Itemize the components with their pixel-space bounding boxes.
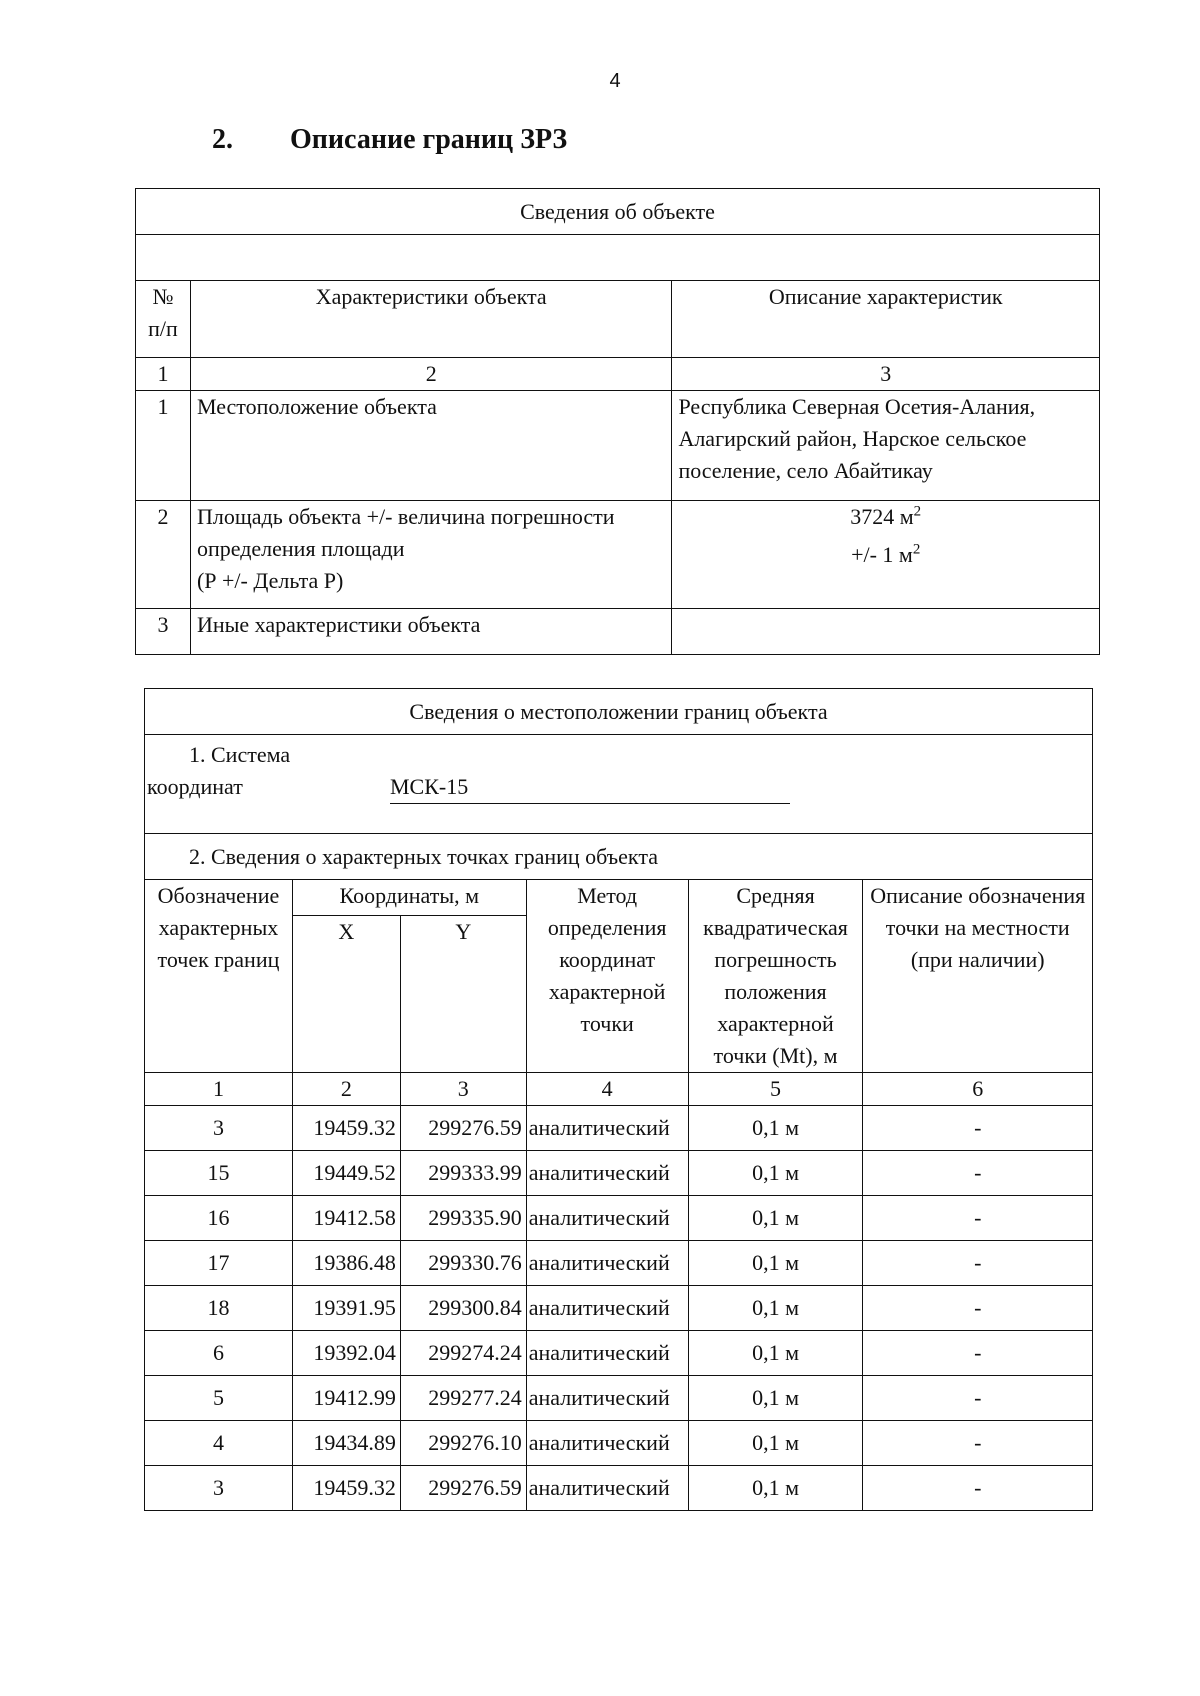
coordinate-system-row — [145, 735, 1093, 834]
header-description: Описание характеристик — [672, 281, 1100, 358]
boundary-info-table — [144, 688, 1093, 1511]
point-description: - — [863, 1151, 1093, 1196]
point-x: 19412.99 — [292, 1376, 400, 1421]
table-row — [145, 1376, 1093, 1421]
row-number: 2 — [136, 501, 191, 609]
point-error: 0,1 м — [688, 1241, 863, 1286]
header-designation: Обозначение характерных точек границ — [145, 880, 293, 1073]
section-title: Описание границ ЗРЗ — [290, 124, 568, 155]
point-error: 0,1 м — [688, 1466, 863, 1511]
point-method: аналитический — [526, 1196, 688, 1241]
table-row — [145, 1286, 1093, 1331]
point-x: 19434.89 — [292, 1421, 400, 1466]
column-number: 5 — [688, 1073, 863, 1106]
description-cell: Республика Северная Осетия-Алания, Алагирский район, Нарское сельское поселение, село Абайтикау — [672, 391, 1100, 501]
column-number: 4 — [526, 1073, 688, 1106]
point-error: 0,1 м — [688, 1376, 863, 1421]
point-y: 299276.59 — [400, 1466, 526, 1511]
section-heading — [212, 124, 567, 156]
point-id: 3 — [145, 1106, 293, 1151]
table-row — [145, 1466, 1093, 1511]
table-row — [145, 1106, 1093, 1151]
point-error: 0,1 м — [688, 1286, 863, 1331]
points-body — [145, 1106, 1093, 1511]
point-description: - — [863, 1241, 1093, 1286]
row-number: 3 — [136, 609, 191, 655]
header-characteristic: Характеристики объекта — [190, 281, 671, 358]
points-section-title: 2. Сведения о характерных точках границ объекта — [145, 834, 1093, 880]
section-number: 2. — [212, 124, 233, 155]
page-number: 4 — [609, 70, 621, 92]
point-id: 17 — [145, 1241, 293, 1286]
column-number: 2 — [292, 1073, 400, 1106]
table-row — [145, 1241, 1093, 1286]
point-description: - — [863, 1106, 1093, 1151]
point-y: 299330.76 — [400, 1241, 526, 1286]
area-error: +/- 1 $м^2$ — [851, 541, 921, 567]
point-y: 299274.24 — [400, 1331, 526, 1376]
characteristic-cell: Иные характеристики объекта — [190, 609, 671, 655]
header-coordinates: Координаты, м — [292, 880, 526, 916]
point-id: 5 — [145, 1376, 293, 1421]
point-method: аналитический — [526, 1286, 688, 1331]
point-description: - — [863, 1196, 1093, 1241]
point-error: 0,1 м — [688, 1331, 863, 1376]
point-y: 299335.90 — [400, 1196, 526, 1241]
point-description: - — [863, 1376, 1093, 1421]
point-id: 16 — [145, 1196, 293, 1241]
header-description: Описание обозначения точки на местности (при наличии) — [863, 880, 1093, 1073]
header-x: X — [292, 916, 400, 1073]
point-y: 299300.84 — [400, 1286, 526, 1331]
column-number: 3 — [672, 358, 1100, 391]
object-info-table — [135, 188, 1100, 655]
point-x: 19392.04 — [292, 1331, 400, 1376]
point-id: 4 — [145, 1421, 293, 1466]
point-description: - — [863, 1421, 1093, 1466]
coordinate-system-label: 1. Система координат — [147, 742, 291, 799]
point-method: аналитический — [526, 1241, 688, 1286]
table-row — [145, 1151, 1093, 1196]
point-method: аналитический — [526, 1466, 688, 1511]
point-method: аналитический — [526, 1151, 688, 1196]
coordinate-system-value: МСК-15 — [390, 771, 790, 804]
area-value: 3724 $м^2$ — [850, 503, 922, 529]
object-info-title: Сведения об объекте — [136, 189, 1100, 235]
point-x: 19459.32 — [292, 1106, 400, 1151]
column-number: 3 — [400, 1073, 526, 1106]
characteristic-line: Площадь объекта +/- величина погрешности определения площади — [196, 504, 615, 561]
point-method: аналитический — [526, 1106, 688, 1151]
column-number: 1 — [145, 1073, 293, 1106]
point-error: 0,1 м — [688, 1421, 863, 1466]
point-id: 15 — [145, 1151, 293, 1196]
characteristic-line: (Р +/- Дельта Р) — [196, 568, 344, 593]
point-x: 19459.32 — [292, 1466, 400, 1511]
point-y: 299276.59 — [400, 1106, 526, 1151]
point-method: аналитический — [526, 1376, 688, 1421]
point-description: - — [863, 1331, 1093, 1376]
point-x: 19449.52 — [292, 1151, 400, 1196]
point-x: 19386.48 — [292, 1241, 400, 1286]
row-number: 1 — [136, 391, 191, 501]
point-error: 0,1 м — [688, 1106, 863, 1151]
point-method: аналитический — [526, 1331, 688, 1376]
area-cell — [672, 501, 1100, 609]
characteristic-cell: Местоположение объекта — [190, 391, 671, 501]
point-id: 6 — [145, 1331, 293, 1376]
point-x: 19391.95 — [292, 1286, 400, 1331]
point-x: 19412.58 — [292, 1196, 400, 1241]
characteristic-cell — [190, 501, 671, 609]
point-description: - — [863, 1466, 1093, 1511]
point-error: 0,1 м — [688, 1196, 863, 1241]
header-method: Метод определения координат характерной точки — [526, 880, 688, 1073]
column-number: 1 — [136, 358, 191, 391]
point-id: 18 — [145, 1286, 293, 1331]
point-y: 299277.24 — [400, 1376, 526, 1421]
point-method: аналитический — [526, 1421, 688, 1466]
empty-row — [136, 235, 1100, 281]
header-error: Средняя квадратическая погрешность положения характерной точки (Mt), м — [688, 880, 863, 1073]
point-description: - — [863, 1286, 1093, 1331]
table-row — [145, 1331, 1093, 1376]
point-id: 3 — [145, 1466, 293, 1511]
column-number: 2 — [190, 358, 671, 391]
table-row — [145, 1196, 1093, 1241]
point-y: 299276.10 — [400, 1421, 526, 1466]
table-row — [145, 1421, 1093, 1466]
boundary-info-title: Сведения о местоположении границ объекта — [145, 689, 1093, 735]
column-number: 6 — [863, 1073, 1093, 1106]
point-y: 299333.99 — [400, 1151, 526, 1196]
description-cell — [672, 609, 1100, 655]
point-error: 0,1 м — [688, 1151, 863, 1196]
header-no: № п/п — [136, 281, 191, 358]
header-y: Y — [400, 916, 526, 1073]
